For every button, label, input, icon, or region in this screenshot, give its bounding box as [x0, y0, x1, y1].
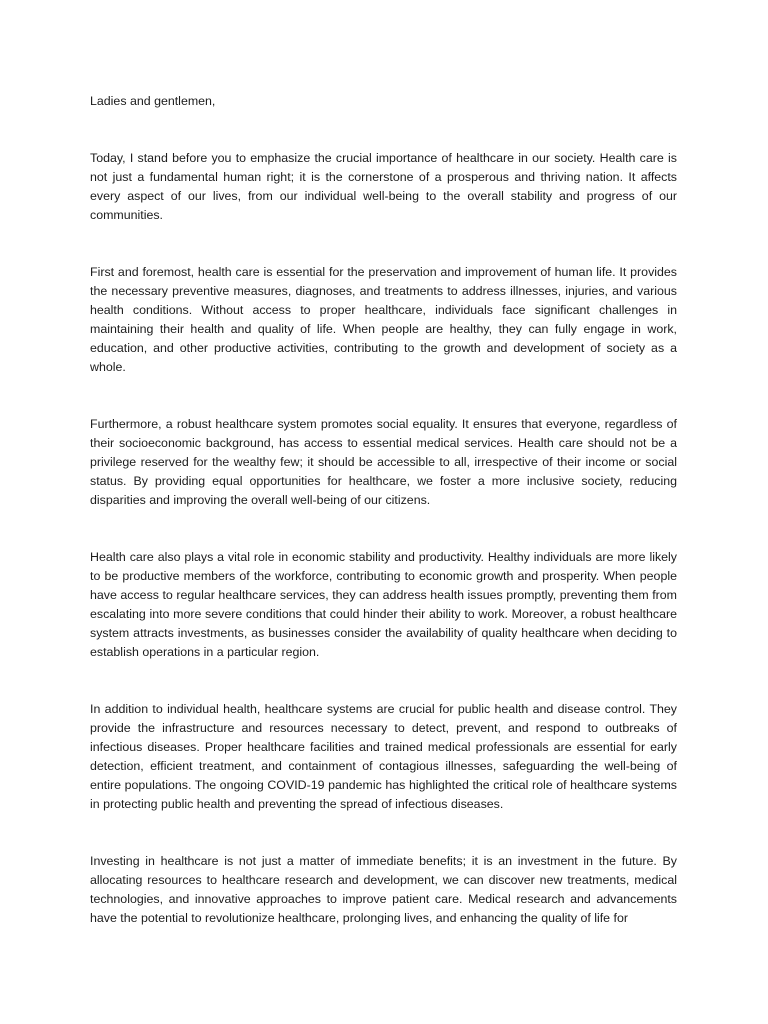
paragraph-public-health: In addition to individual health, healthcare systems are crucial for public health and disease control. They provide the infrastructure and resources necessary to detect, prevent, and respond to outbreaks of infectious diseases. Proper healthcare facilities and trained medical professionals are essential for early detection, efficient treatment, and containment of contagious illnesses, safeguarding the well-being of entire populations. The ongoing COVID-19 pandemic has highlighted the critical role of healthcare systems in protecting public health and preventing the spread of infectious diseases.	[90, 702, 677, 811]
salutation: Ladies and gentlemen,	[90, 94, 216, 108]
paragraph-importance: Today, I stand before you to emphasize the crucial importance of healthcare in our society. Health care is not just a fundamental human right; it is the cornerstone of a prosperous and thriving nation. It affects every aspect of our lives, from our individual well-being to the overall stability and progress of our communities.	[90, 151, 677, 222]
paragraph-human-life: First and foremost, health care is essential for the preservation and improvement of human life. It provides the necessary preventive measures, diagnoses, and treatments to address illnesses, injuries, and various health conditions. Without access to proper healthcare, individuals face significant challenges in maintaining their health and quality of life. When people are healthy, they can fully engage in work, education, and other productive activities, contributing to the growth and development of society as a whole.	[90, 265, 677, 374]
paragraph-social-equality: Furthermore, a robust healthcare system promotes social equality. It ensures that everyone, regardless of their socioeconomic background, has access to essential medical services. Health care should not be a privilege reserved for the wealthy few; it should be accessible to all, irrespective of their income or social status. By providing equal opportunities for healthcare, we foster a more inclusive society, reducing disparities and improving the overall well-being of our citizens.	[90, 417, 677, 507]
paragraph-investing-future: Investing in healthcare is not just a matter of immediate benefits; it is an investment in the future. By allocating resources to healthcare research and development, we can discover new treatments, medical technologies, and innovative approaches to improve patient care. Medical research and advancements have the potential to revolutionize healthcare, prolonging lives, and enhancing the quality of life for	[90, 854, 677, 925]
paragraph-economic-stability: Health care also plays a vital role in economic stability and productivity. Healthy individuals are more likely to be productive members of the workforce, contributing to economic growth and prosperity. When people have access to regular healthcare services, they can address health issues promptly, preventing them from escalating into more severe conditions that could hinder their ability to work. Moreover, a robust healthcare system attracts investments, as businesses consider the availability of quality healthcare when deciding to establish operations in a particular region.	[90, 550, 677, 659]
document-body	[90, 92, 677, 966]
